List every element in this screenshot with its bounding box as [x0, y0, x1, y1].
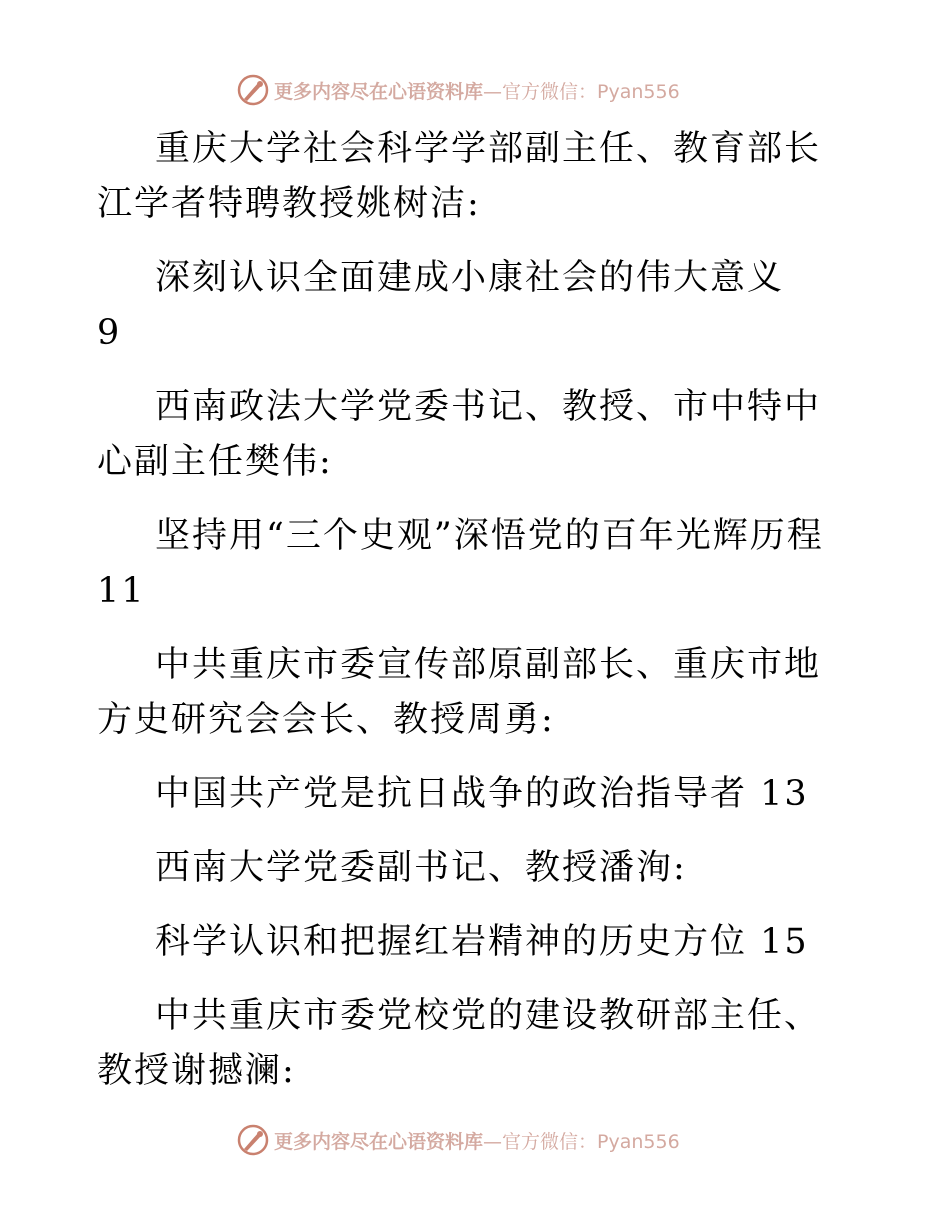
document-body — [97, 122, 837, 1118]
watermark-wechat: —官方微信：Pyan556 — [483, 80, 680, 103]
watermark-text: 更多内容尽在心语资料库 — [274, 1130, 484, 1153]
toc-author-line: 西南大学党委副书记、教授潘洵: — [155, 848, 687, 888]
watermark-text: 更多内容尽在心语资料库 — [274, 80, 484, 103]
footer-watermark — [236, 1122, 680, 1158]
logo-pen-icon — [236, 1123, 270, 1157]
toc-entry: 中国共产党是抗日战争的政治指导者 13 — [155, 774, 809, 814]
header-watermark — [236, 72, 680, 108]
toc-entry: 深刻认识全面建成小康社会的伟大意义 9 — [97, 258, 822, 353]
toc-author-line: 中共重庆市委党校党的建设教研部主任、教授谢撼澜: — [97, 996, 822, 1091]
toc-entry: 科学认识和把握红岩精神的历史方位 15 — [155, 922, 809, 962]
toc-entry: 坚持用“三个史观”深悟党的百年光辉历程 11 — [97, 516, 824, 611]
toc-author-line: 西南政法大学党委书记、教授、市中特中心副主任樊伟: — [97, 387, 822, 482]
logo-pen-icon — [236, 73, 270, 107]
watermark-wechat: —官方微信：Pyan556 — [483, 1130, 680, 1153]
toc-author-line: 中共重庆市委宣传部原副部长、重庆市地方史研究会会长、教授周勇: — [97, 645, 822, 740]
toc-author-line: 重庆大学社会科学学部副主任、教育部长江学者特聘教授姚树洁: — [97, 129, 822, 224]
